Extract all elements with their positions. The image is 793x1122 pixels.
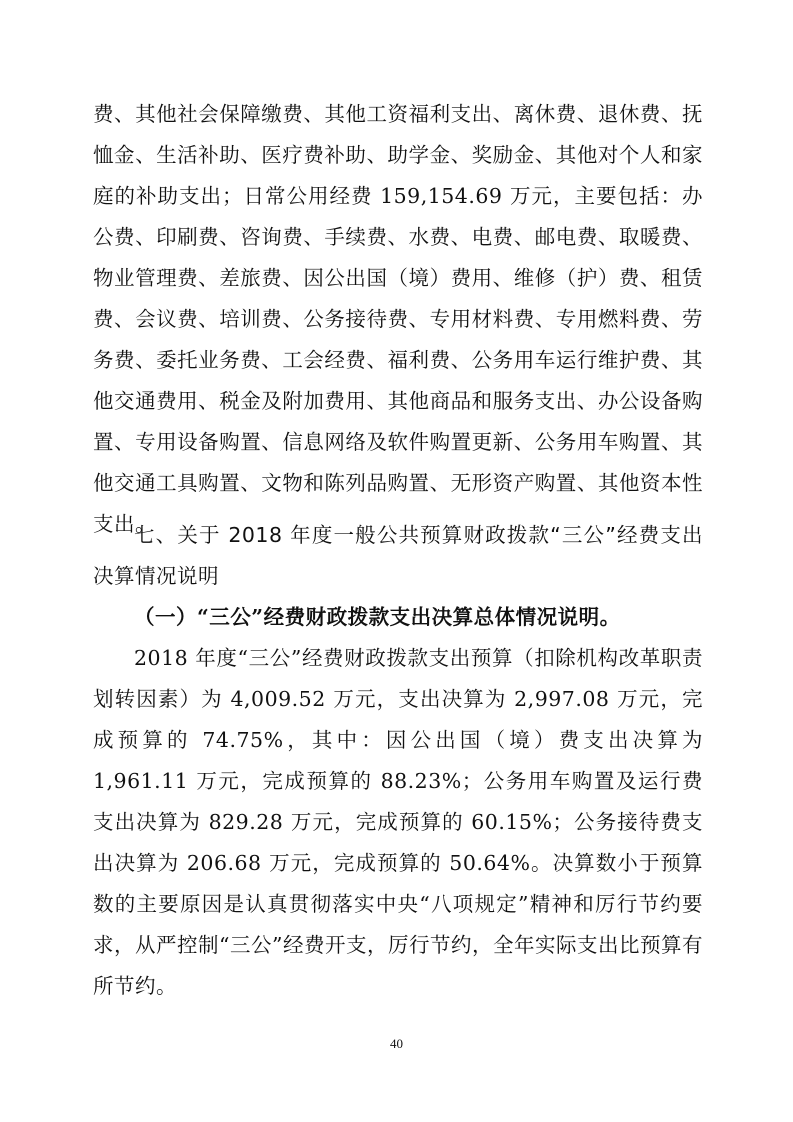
expenditure-list-paragraph: 费、其他社会保障缴费、其他工资福利支出、离休费、退休费、抚恤金、生活补助、医疗费补助、助学金、奖励金、其他对个人和家庭的补助支出；日常公用经费 159,154.69 万元，主要包括：办公费、印刷费、咨询费、手续费、水费、电费、邮电费、取暖费、物业管理费、差旅费、因公出国（境）费用、维修（护）费、租赁费、会议费、培训费、公务接待费、专用材料费、专用燃料费、劳务费、委托业务费、工会经费、福利费、公务用车运行维护费、其他交通费用、税金及附加费用、其他商品和服务支出、办公设备购置、专用设备购置、信息网络及软件购置更新、公务用车购置、其他交通工具购置、文物和陈列品购置、无形资产购置、其他资本性支出。 [93, 102, 703, 536]
section-7-heading: 七、关于 2018 年度一般公共预算财政拨款“三公”经费支出决算情况说明 [93, 523, 703, 588]
page-number: 40 [390, 1036, 403, 1051]
subsection-1-body-paragraph: 2018 年度“三公”经费财政拨款支出预算（扣除机构改革职责划转因素）为 4,009.52 万元，支出决算为 2,997.08 万元，完成预算的 74.75%，其中：因公出国（境）费支出决算为 1,961.11 万元，完成预算的 88.23%；公务用车购置及运行费支出决算为 829.28 万元，完成预算的 60.15%；公务接待费支出决算为 206.68 万元，完成预算的 50.64%。决算数小于预算数的主要原因是认真贯彻落实中央“八项规定”精神和厉行节约要求，从严控制“三公”经费开支，厉行节约，全年实际支出比预算有所节约。 [93, 646, 703, 998]
subsection-1-heading: （一）“三公”经费财政拨款支出决算总体情况说明。 [134, 605, 621, 629]
